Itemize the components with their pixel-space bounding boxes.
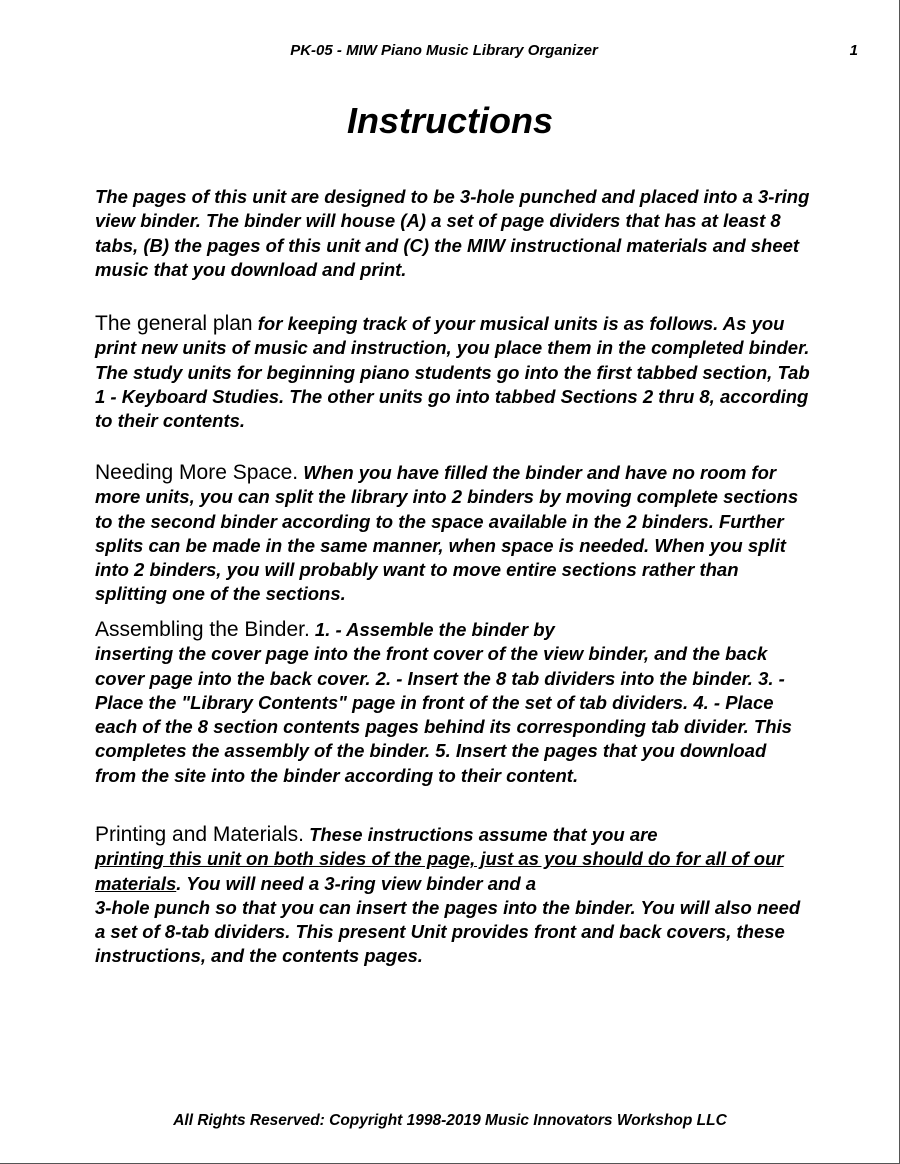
general-plan-lead: The general plan	[95, 312, 253, 335]
printing-text-rest: 3-hole punch so that you can insert the pages into the binder. You will also need a set of 8-tab dividers. This present Unit provides front and back covers, these instructions, and the contents pages.	[95, 896, 801, 967]
printing-lead: Printing and Materials.	[95, 823, 304, 846]
intro-text: The pages of this unit are designed to be 3-hole punched and placed into a 3-ring view binder. The binder will house (A) a set of page dividers that has at least 8 tabs, (B) the pages of this unit and (C) the MIW instructional materials and sheet music that you download and print.	[95, 186, 810, 280]
general-plan-paragraph	[95, 312, 810, 433]
printing-text-after-underline: . You will need a 3-ring view binder and a	[176, 872, 537, 894]
more-space-lead: Needing More Space.	[95, 461, 299, 484]
printing-text-first: These instructions assume that you are	[303, 824, 658, 845]
page-title: Instructions	[346, 100, 553, 141]
assembling-paragraph	[95, 618, 810, 788]
more-space-text: When you have filled the binder and have no room for more units, you can split the library into 2 binders by moving complete sections to the second binder according to the space available in the 2 binders. Further splits can be made in the same manner, when space is needed. When you split into 2 binders, you will probably want to move entire sections rather than splitting one of the sections.	[95, 462, 799, 605]
copyright-footer: All Rights Reserved: Copyright 1998-2019 Music Innovators Workshop LLC	[173, 1112, 727, 1129]
general-plan-text: for keeping track of your musical units is as follows. As you print new units of music and instruction, you place them in the completed binder. The study units for beginning piano students go into the first tabbed section, Tab 1 - Keyboard Studies. The other units go into tabbed Sections 2 thru 8, according to their contents.	[95, 313, 810, 432]
assembling-lead: Assembling the Binder.	[95, 618, 310, 641]
assembling-text-first: 1. - Assemble the binder by	[309, 619, 555, 640]
page-number: 1	[849, 42, 858, 59]
printing-underlined-text: printing this unit on both sides of the page, just as you should do for all of our materials	[95, 848, 784, 894]
intro-paragraph	[95, 185, 810, 282]
more-space-paragraph	[95, 461, 810, 607]
printing-paragraph	[95, 823, 810, 969]
header-title: PK-05 - MIW Piano Music Library Organizer	[290, 42, 598, 59]
assembling-text-rest: inserting the cover page into the front cover of the view binder, and the back cover page into the back cover. 2. - Insert the 8 tab dividers into the binder. 3. - Place the "Library Contents" page in front of the set of tab dividers. 4. - Place each of the 8 section contents pages behind its corresponding tab divider. This completes the assembly of the binder. 5. Insert the pages that you download from the site into the binder according to their content.	[95, 643, 792, 786]
